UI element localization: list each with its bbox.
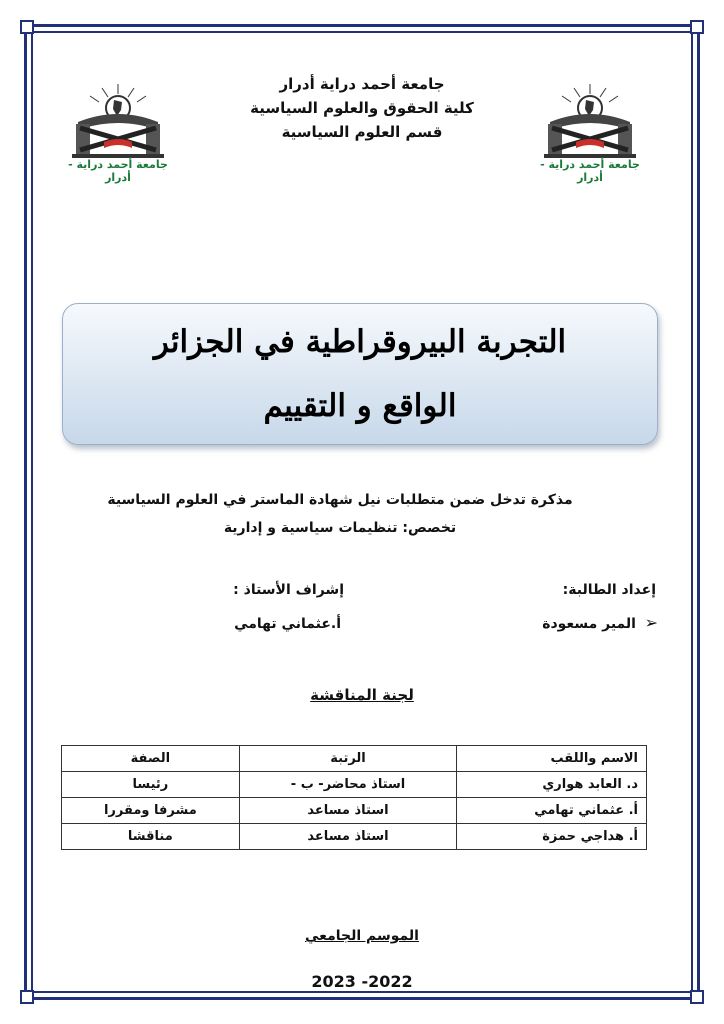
table-row: [62, 772, 647, 798]
faculty-name: كلية الحقوق والعلوم السياسية: [250, 99, 474, 117]
committee-table: [61, 745, 647, 850]
column-header-rank: الرتبة: [239, 746, 457, 772]
table-header-row: [62, 746, 647, 772]
memo-line1: مذكرة تدخل ضمن متطلبات نيل شهادة الماستر في العلوم السياسية: [107, 492, 573, 508]
university-emblem-icon: [58, 80, 178, 160]
thesis-title-line1: التجربة البيروقراطية في الجزائر: [153, 324, 567, 360]
logo-caption-left: جامعة أحمد دراية - أدرار: [68, 158, 168, 184]
member-role: مناقشا: [62, 824, 240, 850]
member-rank: استاذ مساعد: [239, 798, 457, 824]
member-name: د. العابد هواري: [457, 772, 647, 798]
prepared-by-label: إعداد الطالبة:: [562, 582, 656, 598]
department-name: قسم العلوم السياسية: [281, 123, 443, 141]
university-emblem-icon: [530, 80, 650, 160]
thesis-description: [80, 486, 600, 542]
specialization: تخصص: تنظيمات سياسية و إدارية: [223, 520, 457, 536]
member-rank: استاذ محاضر- ب -: [239, 772, 457, 798]
member-role: مشرفا ومقررا: [62, 798, 240, 824]
institution-header: [200, 72, 524, 144]
arrow-bullet-icon: ➢: [644, 613, 658, 632]
column-header-role: الصفة: [62, 746, 240, 772]
thesis-title-line2: الواقع و التقييم: [263, 388, 457, 424]
member-name: أ. هداجي حمزة: [457, 824, 647, 850]
border-corner-top-left: [20, 20, 34, 34]
academic-year: 2023 -2022: [311, 972, 413, 991]
table-row: [62, 824, 647, 850]
supervisor-label: إشراف الأستاذ :: [233, 582, 344, 598]
member-name: أ. عثماني تهامي: [457, 798, 647, 824]
border-corner-bottom-left: [20, 990, 34, 1004]
member-rank: استاذ مساعد: [239, 824, 457, 850]
student-name: المير مسعودة: [542, 616, 636, 632]
academic-season-label: الموسم الجامعي: [305, 928, 419, 944]
table-row: [62, 798, 647, 824]
university-logo-right: [530, 80, 650, 184]
member-role: رئيسا: [62, 772, 240, 798]
university-logo-left: [58, 80, 178, 184]
committee-title: لجنة المناقشة: [310, 686, 414, 704]
university-name: جامعة أحمد دراية أدرار: [279, 75, 445, 93]
thesis-title-box: [62, 303, 658, 445]
border-corner-bottom-right: [690, 990, 704, 1004]
supervisor-name: أ.عثماني تهامي: [234, 616, 341, 632]
logo-caption-right: جامعة أحمد دراية - أدرار: [540, 158, 640, 184]
border-corner-top-right: [690, 20, 704, 34]
column-header-name: الاسم واللقب: [457, 746, 647, 772]
